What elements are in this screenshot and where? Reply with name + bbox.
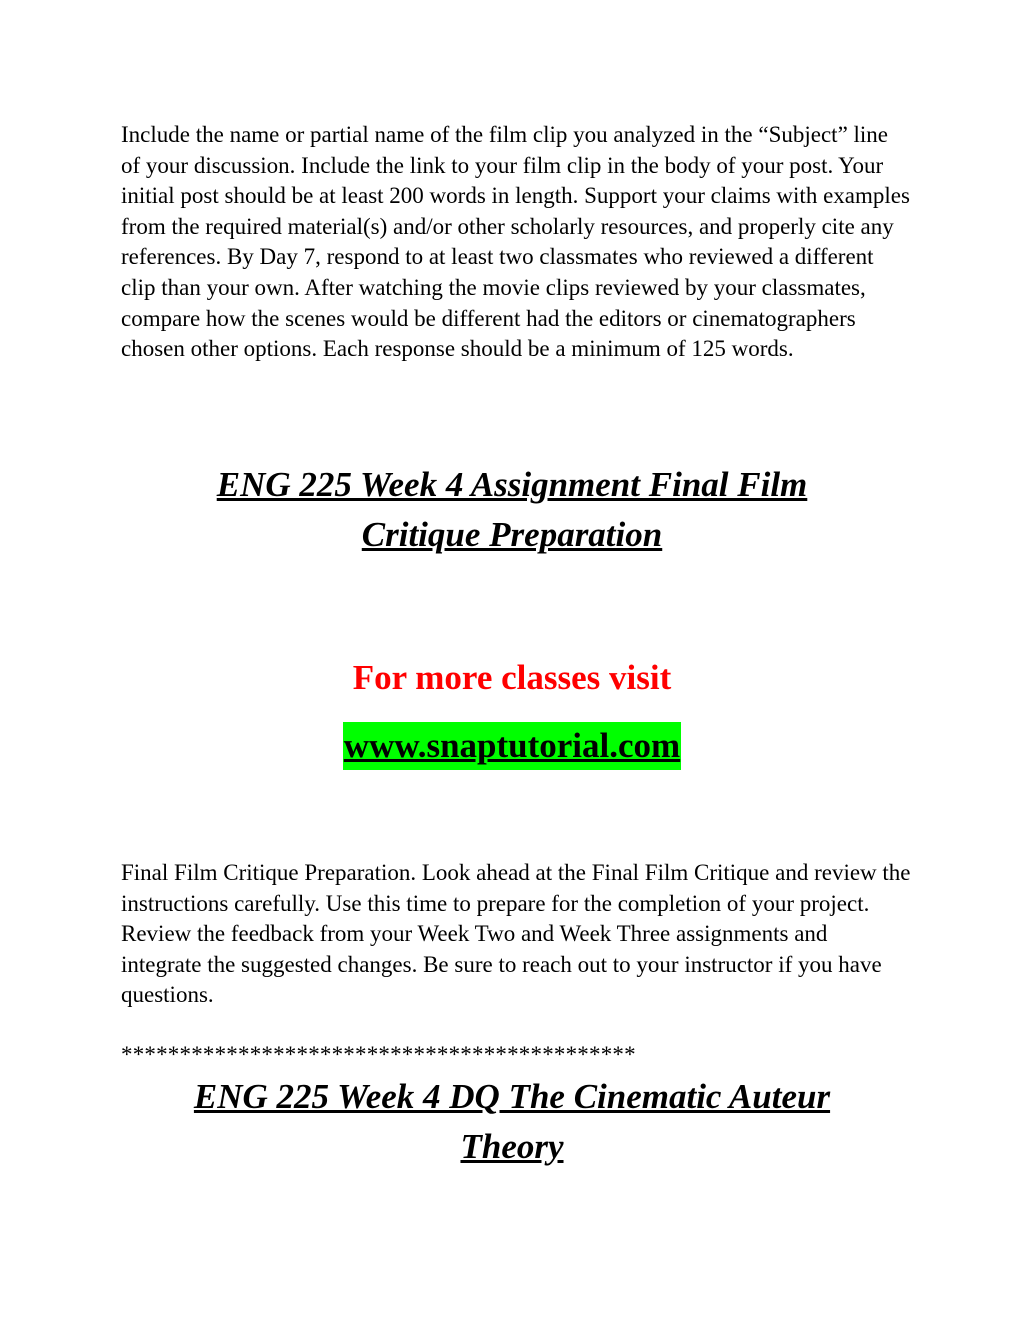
website-link[interactable]: www.snaptutorial.com	[343, 722, 681, 770]
dq-heading[interactable]	[0, 1072, 1024, 1172]
assignment-heading[interactable]	[0, 460, 1024, 560]
assignment-heading-line1[interactable]: ENG 225 Week 4 Assignment Final Film	[216, 465, 808, 504]
separator-line: ********************************************	[121, 1042, 636, 1067]
dq-heading-line1[interactable]: ENG 225 Week 4 DQ The Cinematic Auteur	[193, 1077, 831, 1116]
promo-text: For more classes visit	[352, 658, 672, 697]
dq-heading-line2[interactable]: Theory	[460, 1127, 564, 1166]
assignment-heading-line2[interactable]: Critique Preparation	[361, 515, 663, 554]
website-link-wrapper	[0, 722, 1024, 770]
assignment-description: Final Film Critique Preparation. Look ahead at the Final Film Critique and review the instructions carefully. Use this time to prepare for the completion of your project. Review the feedback from your Week Two and Week Three assignments and integrate the suggested changes. Be sure to reach out to your instructor if you have questions.	[121, 860, 911, 1008]
intro-paragraph: Include the name or partial name of the film clip you analyzed in the “Subject” line of your discussion. Include the link to your film clip in the body of your post. Your initial post should be at least 200 words in length. Support your claims with examples from the required material(s) and/or other scholarly resources, and properly cite any references. By Day 7, respond to at least two classmates who reviewed a different clip than your own. After watching the movie clips reviewed by your classmates, compare how the scenes would be different had the editors or cinematographers chosen other options. Each response should be a minimum of 125 words.	[121, 122, 910, 362]
